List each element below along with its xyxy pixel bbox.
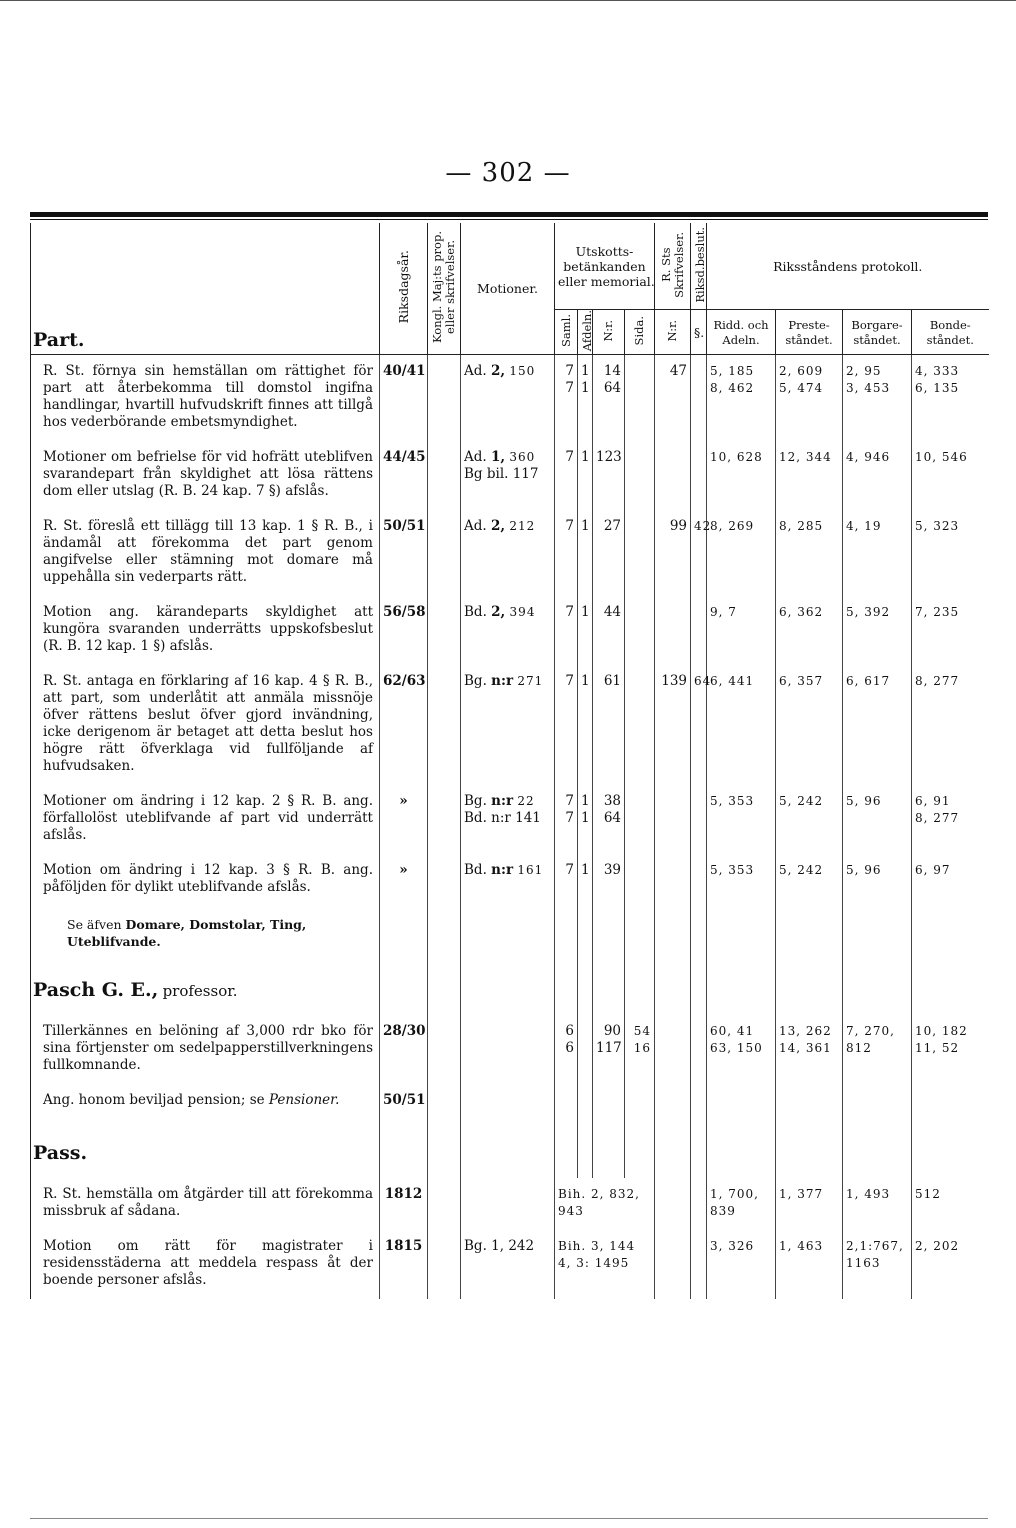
- riksdagsar-value: 50/51: [380, 1084, 428, 1119]
- ridd-value: 10, 628: [707, 441, 776, 510]
- riksdagsar-value: 1812: [380, 1178, 428, 1230]
- see-also: [31, 906, 380, 956]
- ridd-value: 5, 353: [707, 854, 776, 906]
- bonde-value: 8, 277: [912, 665, 989, 785]
- motion-chamber: Ad.: [464, 449, 487, 466]
- bonde-value: 2, 202: [912, 1230, 989, 1299]
- empty-cell: [380, 906, 428, 956]
- preste-value: 1, 377: [776, 1178, 843, 1230]
- preste-value: 12, 344: [776, 441, 843, 510]
- kongl-prop-value: [428, 596, 461, 665]
- entry-description: Motioner om befrielse för vid hofrätt uteblifven svarandepart från skyldighet att lösa rättens dom eller utslag (R. B. 24 kap. 7 §) afslås.: [31, 441, 380, 510]
- utskott-sida: [625, 785, 655, 854]
- section-heading-row: [31, 1119, 989, 1178]
- motion-second: Bg bil. 117: [464, 466, 539, 483]
- utskott-sida: [625, 854, 655, 906]
- bonde-value: 10, 182 11, 52: [912, 1015, 989, 1084]
- empty-cell: [461, 906, 555, 956]
- bonde-value: 5, 323: [912, 510, 989, 596]
- utskott-value: Bih. 3, 144 4, 3: 1495: [555, 1230, 655, 1299]
- paragraph-value: [691, 1230, 707, 1299]
- pasch-role: professor.: [162, 982, 238, 1001]
- rsts-nr-value: 47: [655, 355, 691, 442]
- preste-value: [776, 1084, 843, 1119]
- see-also-row: [31, 906, 989, 956]
- utskott-nr: 44: [593, 596, 625, 665]
- see-also-prefix: Se äfven: [67, 917, 122, 933]
- empty-cell: [912, 906, 989, 956]
- empty-cell: [912, 1119, 989, 1178]
- borgare-value: 4, 946: [843, 441, 912, 510]
- utskott-afdeln: 1: [578, 441, 593, 510]
- motion-page: 360: [509, 450, 536, 465]
- rsts-nr-value: [655, 1230, 691, 1299]
- section-heading-row: [31, 956, 989, 1015]
- paragraph-value: [691, 785, 707, 854]
- col-protokoll: Riksståndens protokoll.: [707, 223, 989, 310]
- empty-cell: [655, 956, 691, 1015]
- kongl-prop-value: [428, 1084, 461, 1119]
- empty-cell: [461, 1119, 555, 1178]
- empty-cell: [776, 906, 843, 956]
- utskott-saml: 7: [555, 665, 578, 785]
- ridd-value: 60, 41 63, 150: [707, 1015, 776, 1084]
- table-row: [31, 854, 989, 906]
- entry-reference: Pensioner.: [268, 1092, 340, 1109]
- entry-description: R. St. antaga en förklaring af 16 kap. 4 § R. B., att part, som underlåtit att anmäla missnöje öfver rättens beslut öfver gjord invändning, icke derigenom är betaget att detta beslut hos högre rätt öfverklaga vid fullföljande af hufvudsaken.: [31, 665, 380, 785]
- utskott-afdeln: 1: [578, 510, 593, 596]
- col-rsts-nr: N:r.: [655, 310, 691, 355]
- motioner-value: [461, 355, 555, 442]
- utskott-sida: [625, 510, 655, 596]
- motion-ref: Bg. 1, 242: [464, 1238, 535, 1255]
- motioner-value: [461, 510, 555, 596]
- empty-cell: [655, 1119, 691, 1178]
- empty-cell: [555, 1119, 578, 1178]
- paragraph-value: [691, 355, 707, 442]
- kongl-prop-value: [428, 510, 461, 596]
- rsts-nr-value: [655, 1178, 691, 1230]
- empty-cell: [843, 1119, 912, 1178]
- motion-page: 212: [509, 519, 536, 534]
- table-row: [31, 441, 989, 510]
- ridd-value: [707, 1084, 776, 1119]
- preste-value: 2, 609 5, 474: [776, 355, 843, 442]
- utskott-sida: [625, 441, 655, 510]
- section-title-pass: [31, 1119, 380, 1178]
- empty-cell: [593, 906, 625, 956]
- motion-page: 161: [517, 863, 544, 878]
- utskott-value: Bih. 2, 832, 943: [555, 1178, 655, 1230]
- col-utskott: Utskotts- betänkanden eller memorial.: [555, 223, 655, 310]
- empty-cell: [655, 906, 691, 956]
- riksdagsar-value: 40/41: [380, 355, 428, 442]
- bonde-value: [912, 1084, 989, 1119]
- entry-description: Motion ang. kärandeparts skyldighet att kungöra svaranden underrätts uppskofsbeslut (R. B. 12 kap. 1 §) afslås.: [31, 596, 380, 665]
- empty-cell: [380, 1119, 428, 1178]
- table-row: [31, 355, 989, 442]
- utskott-sida: [625, 1084, 655, 1119]
- motion-chamber: Bg.: [464, 793, 487, 810]
- section-title-pasch: [31, 956, 380, 1015]
- motion-volume: 2,: [490, 518, 506, 535]
- utskott-nr: 14 64: [593, 355, 625, 442]
- empty-cell: [555, 906, 578, 956]
- riksdagsar-value: 56/58: [380, 596, 428, 665]
- motioner-value: [461, 665, 555, 785]
- empty-cell: [707, 1119, 776, 1178]
- page-number: — 302 —: [445, 158, 571, 188]
- borgare-value: 5, 392: [843, 596, 912, 665]
- borgare-value: 2, 95 3, 453: [843, 355, 912, 442]
- utskott-saml: 7: [555, 854, 578, 906]
- page-bottom-edge: [30, 1518, 988, 1519]
- empty-cell: [691, 906, 707, 956]
- motioner-value: [461, 1084, 555, 1119]
- riksdagsar-value: 62/63: [380, 665, 428, 785]
- col-riksd-beslut: Riksd.beslut.: [691, 223, 707, 310]
- kongl-prop-value: [428, 1230, 461, 1299]
- empty-cell: [578, 956, 593, 1015]
- entry-description: R. St. hemställa om åtgärder till att förekomma missbruk af sådana.: [31, 1178, 380, 1230]
- borgare-value: 7, 270, 812: [843, 1015, 912, 1084]
- preste-value: 6, 357: [776, 665, 843, 785]
- col-preste: Preste- ståndet.: [776, 310, 843, 355]
- col-bonde: Bonde- ståndet.: [912, 310, 989, 355]
- borgare-value: 1, 493: [843, 1178, 912, 1230]
- kongl-prop-value: [428, 785, 461, 854]
- utskott-afdeln: [578, 1084, 593, 1119]
- motion-chamber: Bd.: [464, 604, 487, 621]
- riksdagsar-value: 44/45: [380, 441, 428, 510]
- col-borgare: Borgare- ståndet.: [843, 310, 912, 355]
- motion-volume: n:r: [491, 862, 514, 879]
- utskott-saml: 6 6: [555, 1015, 578, 1084]
- ridd-value: 1, 700, 839: [707, 1178, 776, 1230]
- empty-cell: [912, 956, 989, 1015]
- motioner-value: [461, 854, 555, 906]
- utskott-sida: 54 16: [625, 1015, 655, 1084]
- col-nr: N:r.: [593, 310, 625, 355]
- table-row: [31, 1230, 989, 1299]
- utskott-afdeln: 1: [578, 854, 593, 906]
- table-row: [31, 1084, 989, 1119]
- rsts-nr-value: [655, 785, 691, 854]
- utskott-saml: 7: [555, 596, 578, 665]
- ridd-value: 5, 185 8, 462: [707, 355, 776, 442]
- utskott-nr: [593, 1084, 625, 1119]
- entry-description: R. St. förnya sin hemställan om rättighet för part att återbekomma till domstol ingifna handlingar, hvartill hufvudskrift finnes att tillgå hos vederbörande embetsmyndighet.: [31, 355, 380, 442]
- motion-volume: n:r: [491, 793, 514, 810]
- motion-chamber: Bg.: [464, 673, 487, 690]
- empty-cell: [625, 906, 655, 956]
- header-rule-thick: [30, 212, 988, 217]
- paragraph-value: [691, 1084, 707, 1119]
- paragraph-value: [691, 1015, 707, 1084]
- utskott-nr: 90 117: [593, 1015, 625, 1084]
- motioner-value: [461, 1015, 555, 1084]
- utskott-saml: 7: [555, 441, 578, 510]
- preste-value: 8, 285: [776, 510, 843, 596]
- page-top-edge: [0, 0, 1016, 1]
- bonde-value: 512: [912, 1178, 989, 1230]
- empty-cell: [625, 1119, 655, 1178]
- motion-page: 271: [517, 674, 544, 689]
- entry-description-text: Ang. honom beviljad pension; se: [43, 1092, 265, 1109]
- borgare-value: 4, 19: [843, 510, 912, 596]
- empty-cell: [843, 906, 912, 956]
- paragraph-value: [691, 441, 707, 510]
- ridd-value: 6, 441: [707, 665, 776, 785]
- empty-cell: [707, 956, 776, 1015]
- paragraph-value: 64: [691, 665, 707, 785]
- motion-page: 150: [509, 364, 536, 379]
- rsts-nr-value: [655, 596, 691, 665]
- pasch-name: Pasch G. E.,: [33, 979, 159, 1002]
- table-row: [31, 785, 989, 854]
- empty-cell: [691, 1119, 707, 1178]
- riksdagsar-value: 28/30: [380, 1015, 428, 1084]
- motion-page: 394: [509, 605, 536, 620]
- motioner-value: [461, 1230, 555, 1299]
- motion-chamber: Ad.: [464, 363, 487, 380]
- paragraph-value: 42: [691, 510, 707, 596]
- kongl-prop-value: [428, 441, 461, 510]
- utskott-afdeln: 1 1: [578, 355, 593, 442]
- utskott-afdeln: 1: [578, 665, 593, 785]
- utskott-afdeln: 1 1: [578, 785, 593, 854]
- empty-cell: [707, 906, 776, 956]
- kongl-prop-value: [428, 665, 461, 785]
- riksdagsar-value: 1815: [380, 1230, 428, 1299]
- empty-cell: [428, 956, 461, 1015]
- motioner-value: [461, 785, 555, 854]
- empty-cell: [578, 906, 593, 956]
- bonde-value: 4, 333 6, 135: [912, 355, 989, 442]
- borgare-value: 2,1:767, 1163: [843, 1230, 912, 1299]
- motioner-value: [461, 441, 555, 510]
- motioner-value: [461, 1178, 555, 1230]
- ridd-value: 8, 269: [707, 510, 776, 596]
- utskott-nr: 27: [593, 510, 625, 596]
- riksdagsar-value: 50/51: [380, 510, 428, 596]
- col-riksdagsar: Riksdagsår.: [380, 223, 428, 355]
- borgare-value: 5, 96: [843, 854, 912, 906]
- table-row: [31, 596, 989, 665]
- kongl-prop-value: [428, 355, 461, 442]
- table-row: [31, 510, 989, 596]
- empty-cell: [625, 956, 655, 1015]
- motion-volume: 1,: [490, 449, 506, 466]
- rsts-nr-value: [655, 854, 691, 906]
- utskott-saml: 7 7: [555, 355, 578, 442]
- ridd-value: 3, 326: [707, 1230, 776, 1299]
- table-row: [31, 1178, 989, 1230]
- kongl-prop-value: [428, 1178, 461, 1230]
- borgare-value: [843, 1084, 912, 1119]
- empty-cell: [593, 1119, 625, 1178]
- table-row: [31, 665, 989, 785]
- col-kongl-prop: Kongl. Maj:ts prop. eller skrifvelser.: [428, 223, 461, 355]
- ridd-value: 5, 353: [707, 785, 776, 854]
- utskott-saml: 7: [555, 510, 578, 596]
- motion-volume: n:r: [491, 673, 514, 690]
- empty-cell: [555, 956, 578, 1015]
- rsts-nr-value: [655, 1084, 691, 1119]
- motioner-value: [461, 596, 555, 665]
- empty-cell: [843, 956, 912, 1015]
- utskott-sida: [625, 596, 655, 665]
- kongl-prop-value: [428, 854, 461, 906]
- utskott-nr: 123: [593, 441, 625, 510]
- bonde-value: 10, 546: [912, 441, 989, 510]
- utskott-sida: [625, 665, 655, 785]
- col-rsts-skrifvelser: R. Sts Skrifvelser.: [655, 223, 691, 310]
- entry-description: Motioner om ändring i 12 kap. 2 § R. B. ang. förfallolöst uteblifvande af part vid underrätt afslås.: [31, 785, 380, 854]
- entry-description: Motion om ändring i 12 kap. 3 § R. B. ang. påföljden för dylikt uteblifvande afslås.: [31, 854, 380, 906]
- empty-cell: [380, 956, 428, 1015]
- entry-description: [31, 1084, 380, 1119]
- col-sida: Sida.: [625, 310, 655, 355]
- riksdagsar-value: »: [380, 785, 428, 854]
- paragraph-value: [691, 854, 707, 906]
- see-also-terms: Domare, Domstolar, Ting, Uteblifvande.: [67, 917, 307, 950]
- col-afdeln: Afdeln.: [578, 310, 593, 355]
- bonde-value: 6, 97: [912, 854, 989, 906]
- motion-volume: 2,: [491, 604, 506, 621]
- utskott-sida: [625, 355, 655, 442]
- table-row: [31, 1015, 989, 1084]
- motion-page: 22: [517, 794, 535, 809]
- motion-volume: 2,: [490, 363, 506, 380]
- utskott-saml: 7 7: [555, 785, 578, 854]
- utskott-nr: 61: [593, 665, 625, 785]
- col-ridd: Ridd. och Adeln.: [707, 310, 776, 355]
- empty-cell: [578, 1119, 593, 1178]
- empty-cell: [776, 1119, 843, 1178]
- borgare-value: 6, 617: [843, 665, 912, 785]
- riksdagsar-value: »: [380, 854, 428, 906]
- preste-value: 5, 242: [776, 785, 843, 854]
- ridd-value: 9, 7: [707, 596, 776, 665]
- utskott-afdeln: [578, 1015, 593, 1084]
- borgare-value: 5, 96: [843, 785, 912, 854]
- paragraph-value: [691, 596, 707, 665]
- utskott-nr: 39: [593, 854, 625, 906]
- bonde-value: 6, 91 8, 277: [912, 785, 989, 854]
- empty-cell: [593, 956, 625, 1015]
- motion-chamber: Ad.: [464, 518, 487, 535]
- col-saml: Saml.: [555, 310, 578, 355]
- empty-cell: [776, 956, 843, 1015]
- kongl-prop-value: [428, 1015, 461, 1084]
- preste-value: 1, 463: [776, 1230, 843, 1299]
- utskott-afdeln: 1: [578, 596, 593, 665]
- preste-value: 13, 262 14, 361: [776, 1015, 843, 1084]
- paragraph-value: [691, 1178, 707, 1230]
- preste-value: 6, 362: [776, 596, 843, 665]
- utskott-nr: 38 64: [593, 785, 625, 854]
- preste-value: 5, 242: [776, 854, 843, 906]
- entry-description: Tillerkännes en belöning af 3,000 rdr bko för sina förtjenster om sedelpapperstillverkningens fullkomnande.: [31, 1015, 380, 1084]
- section-title-part: Part.: [31, 223, 380, 355]
- header-rule-thin: [30, 219, 988, 220]
- pass-title: Pass.: [33, 1142, 88, 1165]
- rsts-nr-value: [655, 1015, 691, 1084]
- rsts-nr-value: 99: [655, 510, 691, 596]
- entry-description: R. St. föreslå ett tillägg till 13 kap. 1 § R. B., i ändamål att förekomma det part genom angifvelse eller stämning mot domare må uppehålla sin vederparts rätt.: [31, 510, 380, 596]
- entry-description: Motion om rätt för magistrater i residensstäderna att meddela respass åt der boende personer afslås.: [31, 1230, 380, 1299]
- empty-cell: [428, 1119, 461, 1178]
- motion-chamber: Bd.: [464, 862, 487, 879]
- utskott-saml: [555, 1084, 578, 1119]
- bonde-value: 7, 235: [912, 596, 989, 665]
- col-motioner: Motioner.: [461, 223, 555, 355]
- rsts-nr-value: 139: [655, 665, 691, 785]
- empty-cell: [461, 956, 555, 1015]
- rsts-nr-value: [655, 441, 691, 510]
- col-paragraph: §.: [691, 310, 707, 355]
- empty-cell: [428, 906, 461, 956]
- register-table: [30, 223, 989, 1299]
- empty-cell: [691, 956, 707, 1015]
- motion-second: Bd. n:r 141: [464, 810, 541, 827]
